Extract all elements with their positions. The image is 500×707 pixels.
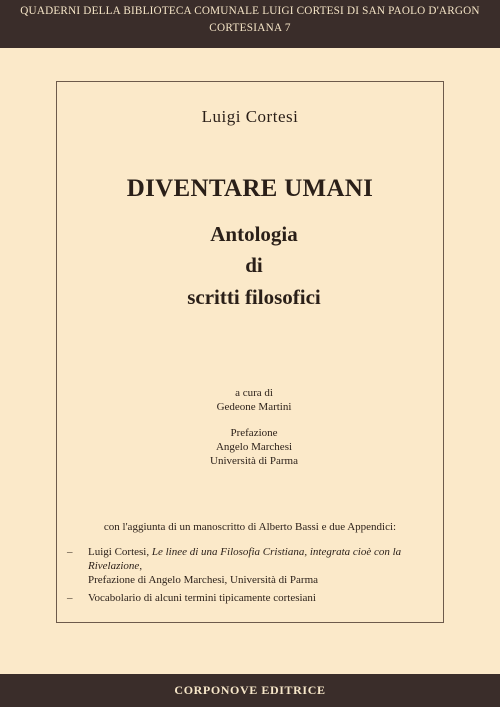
preface-label: Prefazione bbox=[230, 427, 278, 439]
preface-affiliation: Università di Parma bbox=[210, 455, 298, 467]
subtitle-line-2: di bbox=[245, 253, 263, 277]
appendix-item-preface-note: Prefazione di Angelo Marchesi, Università di Parma bbox=[88, 574, 319, 586]
preface-author: Angelo Marchesi bbox=[215, 441, 293, 453]
dash-bullet: – bbox=[67, 592, 73, 604]
series-name: QUADERNI DELLA BIBLIOTECA COMUNALE LUIGI CORTESI DI SAN PAOLO D'ARGON bbox=[20, 5, 480, 17]
book-title: DIVENTARE UMANI bbox=[126, 175, 374, 202]
appendix-item bbox=[67, 591, 439, 605]
publisher-name: CORPONOVE EDITRICE bbox=[174, 683, 326, 697]
series-header-bar bbox=[0, 0, 500, 48]
author-name: Luigi Cortesi bbox=[201, 107, 299, 126]
dash-bullet: – bbox=[67, 546, 73, 558]
appendix-intro: con l'aggiunta di un manoscritto di Alberto Bassi e due Appendici: bbox=[103, 521, 397, 533]
subtitle-line-1: Antologia bbox=[210, 222, 298, 246]
appendix-item-work-title: Le linee di una Filosofia Cristiana, integrata cioè con la Rivelazione bbox=[88, 546, 402, 572]
appendix-item bbox=[67, 545, 439, 587]
appendix-list bbox=[67, 545, 439, 609]
appendix-item-punct: , bbox=[139, 560, 143, 572]
appendix-item-text: Vocabolario di alcuni termini tipicamente cortesiani bbox=[88, 592, 316, 604]
subtitle-line-3: scritti filosofici bbox=[187, 285, 321, 309]
appendix-item-author: Luigi Cortesi, bbox=[88, 546, 150, 558]
series-volume: CORTESIANA 7 bbox=[209, 22, 291, 34]
editor-name: Gedeone Martini bbox=[216, 401, 292, 413]
curated-by-label: a cura di bbox=[235, 387, 273, 399]
publisher-bar bbox=[0, 674, 500, 707]
cover-frame bbox=[56, 81, 444, 623]
